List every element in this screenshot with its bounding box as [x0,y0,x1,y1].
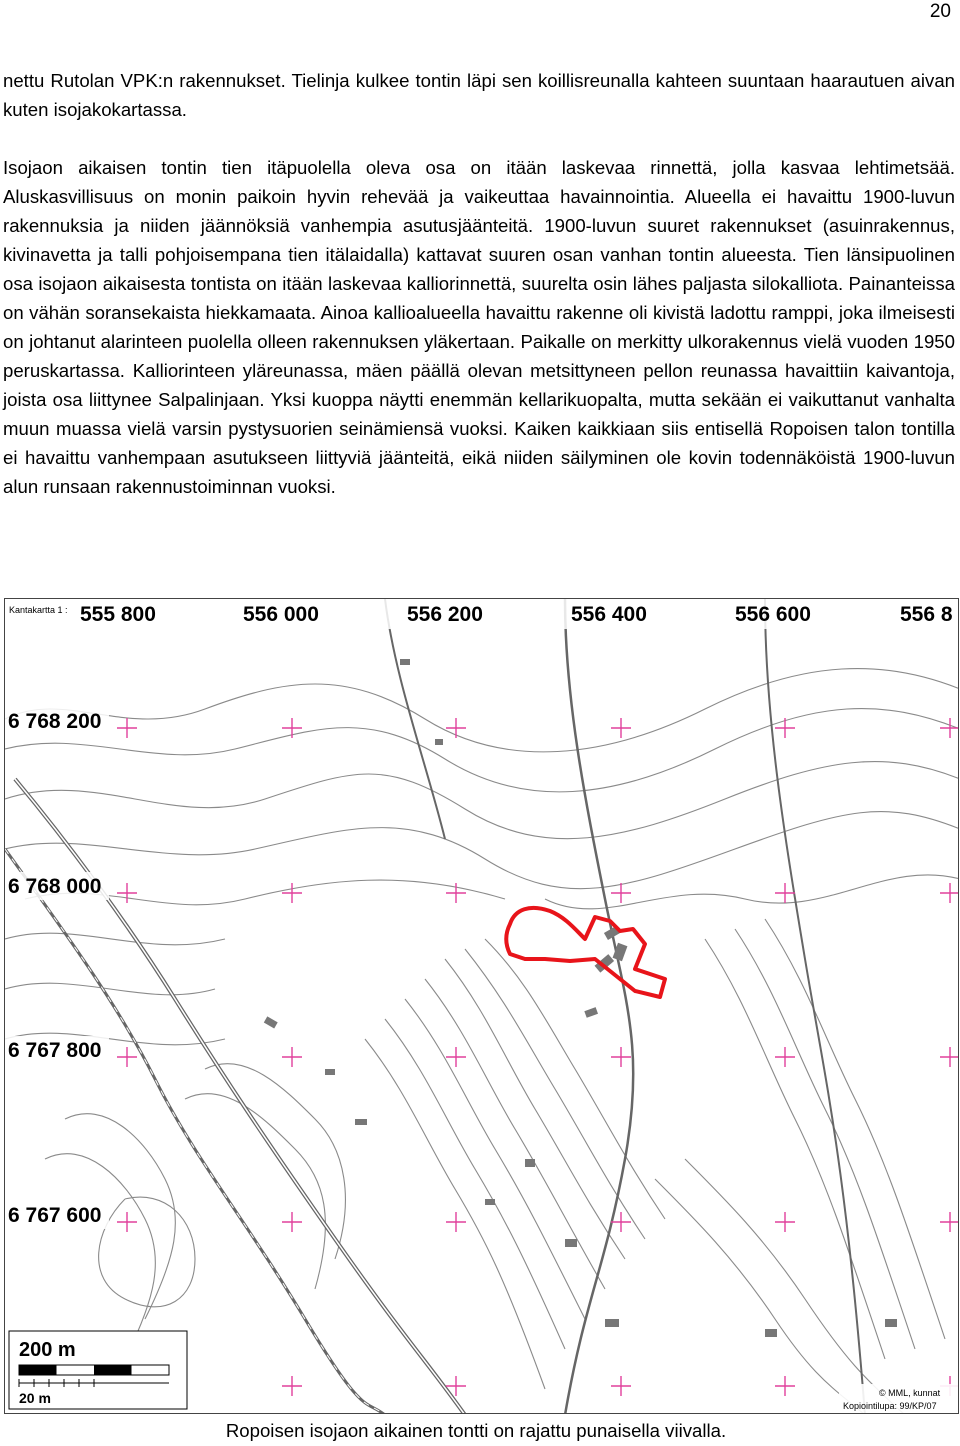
easting-label: 556 8 [900,603,953,626]
scale-bar [9,1331,187,1409]
easting-label: 556 000 [243,603,319,626]
body-text [3,66,955,501]
easting-label: 556 200 [407,603,483,626]
paragraph-2: Isojaon aikaisen tontin tien itäpuolella oleva osa on itään laskevaa rinnettä, jolla kasvaa lehtimetsää. Aluskasvillisuus on monin paikoin hyvin rehevää ja vaikeuttaa havainnointia. Alueella ei havaittu 1900-luvun rakennuksia ja niiden jäännöksiä vanhempia asutusjäänteitä. 1900-luvun suuret rakennukset (asuinrakennus, kivinavetta ja talli pohjoisempana tien itälaidalla) kattavat suuren osan vanhan tontin alueesta. Tien länsipuolinen osa isojaon aikaisesta tontista on itään laskevaa kalliorinnettä, suurelta osin lähes paljasta silokalliota. Painanteissa on vähän soransekaista hiekkamaata. Ainoa kallioalueella havaittu rakenne oli kivistä ladottu ramppi, joka ilmeisesti on johtanut alarinteen puolella olleen rakennuksen yläkertaan. Paikalle on merkitty ulkorakennus vielä vuoden 1950 peruskartassa. Kalliorinteen yläreunassa, mäen päällä olevan metsittyneen pellon reunassa havaittiin kaivantoja, joista osa liittynee Salpalinjaan. Yksi kuoppa näytti enemmän kellarikuopalta, mutta sekään ei vaikuttanut vanhalta muun muassa vielä varsin pystysuorien seinämiensä vuoksi. Kaiken kaikkiaan siis entisellä Ropoisen talon tontilla ei havaittu vanhempaan asutukseen liittyviä jäänteitä, eikä niiden säilyminen ole kovin todennäköistä 1900-luvun alun runsaan rakennustoiminnan vuoksi. [3,157,955,497]
copyright-line-2: Kopiointilupa: 99/KP/07 [843,1401,937,1411]
northing-label: 6 768 000 [8,875,102,898]
map-header-label: Kantakartta 1 : [9,605,68,615]
roads [5,599,865,1414]
easting-label: 555 800 [80,603,156,626]
northing-label: 6 767 800 [8,1039,102,1062]
paragraph-1: nettu Rutolan VPK:n rakennukset. Tielinja kulkee tontin läpi sen koillisreunalla kahteen suuntaan haarautuen aivan kuten isojakokartassa. [3,70,955,120]
contour-lines [5,669,959,1414]
grid-crosses [117,718,959,1396]
plot-boundary [506,908,665,997]
scale-label-200m: 200 m [19,1339,76,1361]
map-copyright [839,1384,959,1414]
page-number: 20 [929,1,951,22]
figure-caption: Ropoisen isojaon aikainen tontti on rajattu punaisella viivalla. [225,1420,727,1441]
scale-label-20m: 20 m [19,1390,51,1406]
northing-label: 6 767 600 [8,1204,102,1227]
northing-label: 6 768 200 [8,710,102,733]
map-canvas [5,599,959,1414]
copyright-line-1: © MML, kunnat [879,1388,941,1398]
easting-label: 556 600 [735,603,811,626]
easting-label: 556 400 [571,603,647,626]
base-map [4,598,959,1414]
